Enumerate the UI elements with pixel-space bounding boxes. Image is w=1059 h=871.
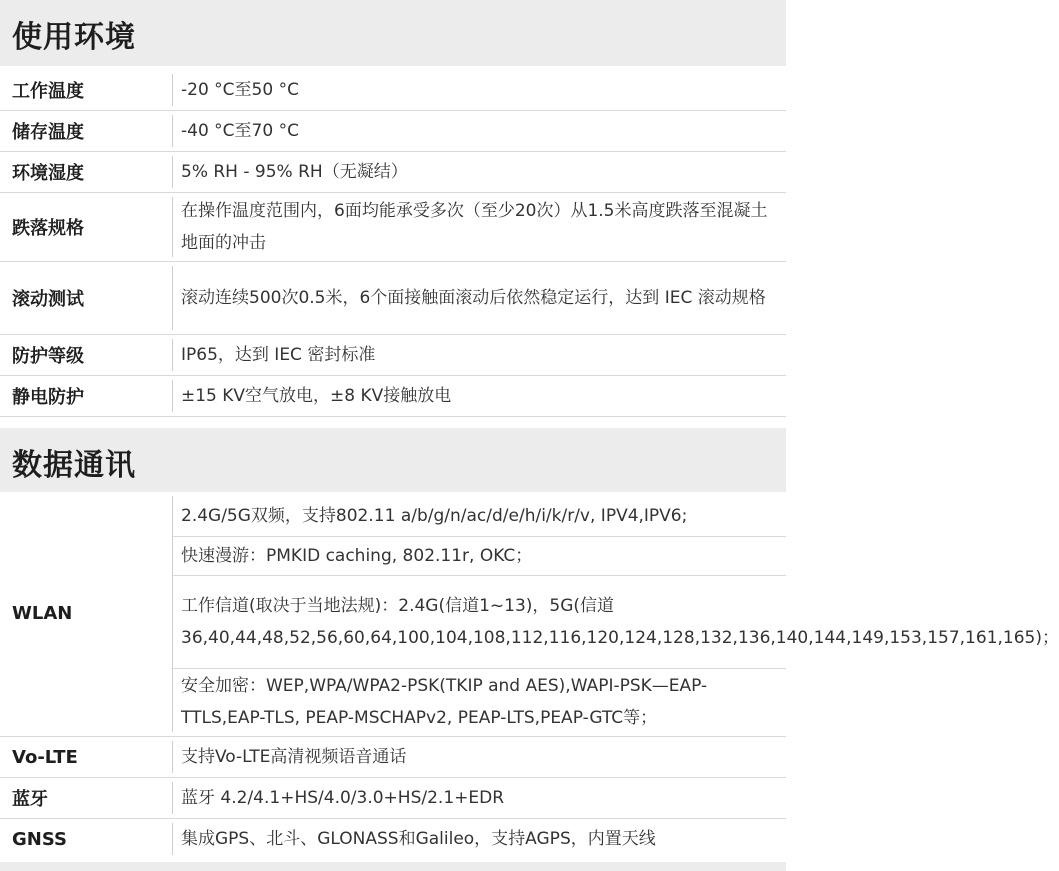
spec-value: 滚动连续500次0.5米，6个面接触面滚动后依然稳定运行，达到 IEC 滚动规格 [181,288,766,308]
spec-value: ±15 KV空气放电，±8 KV接触放电 [181,386,452,406]
spec-row-drop [0,193,786,262]
footer-bar [0,862,786,871]
column-divider [172,156,173,188]
wlan-item-band [173,496,786,537]
spec-row-operating-temp [0,70,786,111]
spec-value: 快速漫游：PMKID caching, 802.11r, OKC； [181,546,533,566]
spec-label: 防护等级 [12,346,84,367]
section-header-environment [0,0,786,66]
spec-value: 支持Vo-LTE高清视频语音通话 [181,747,407,767]
section-title: 数据通讯 [12,448,136,483]
column-divider [172,74,173,106]
spec-value: 集成GPS、北斗、GLONASS和Galileo，支持AGPS，内置天线 [181,829,656,849]
column-divider [172,823,173,855]
section-title: 使用环境 [12,20,136,55]
spec-value: 5% RH - 95% RH（无凝结） [181,162,408,182]
spec-value: 蓝牙 4.2/4.1+HS/4.0/3.0+HS/2.1+EDR [181,788,505,808]
column-divider [172,741,173,773]
spec-value: -20 °C至50 °C [181,80,299,100]
spec-label-wlan: WLAN [12,602,73,624]
spec-value: 2.4G/5G双频，支持802.11 a/b/g/n/ac/d/e/h/i/k/r/v, IPV4,IPV6; [181,506,688,526]
spec-value: IP65，达到 IEC 密封标准 [181,345,376,365]
section-header-data-comm [0,428,786,492]
wlan-item-roaming [173,537,786,576]
wlan-item-security [173,669,786,735]
spec-value: 工作信道(取决于当地法规)：2.4G(信道1~13)，5G(信道36,40,44,48,52,56,60,64,100,104,108,112,116,120,124,128,132,136,140,144,149,153,157,161,165)； [181,596,1059,648]
spec-value: 安全加密：WEP,WPA/WPA2-PSK(TKIP and AES),WAPI-PSK—EAP-TTLS,EAP-TLS, PEAP-MSCHAPv2, PEAP-LTS,PEAP-GTC等； [181,676,708,728]
spec-label: 环境湿度 [12,163,84,184]
column-divider [172,782,173,814]
spec-row-gnss [0,819,786,859]
column-divider [172,115,173,147]
spec-row-volte [0,737,786,778]
spec-label: Vo-LTE [12,746,78,768]
spec-label: 蓝牙 [12,789,48,810]
spec-row-storage-temp [0,111,786,152]
spec-label: GNSS [12,828,67,850]
spec-value: 在操作温度范围内，6面均能承受多次（至少20次）从1.5米高度跌落至混凝土地面的冲击 [181,201,768,253]
spec-label: 静电防护 [12,387,84,408]
spec-row-humidity [0,152,786,193]
column-divider [172,380,173,412]
column-divider [172,266,173,330]
spec-row-esd [0,376,786,417]
spec-label: 工作温度 [12,81,84,102]
spec-label: 跌落规格 [12,218,84,239]
column-divider [172,339,173,371]
spec-row-ip-rating [0,335,786,376]
wlan-item-channels [173,576,1059,669]
spec-label: 储存温度 [12,122,84,143]
spec-label: 滚动测试 [12,289,84,310]
spec-row-bluetooth [0,778,786,819]
column-divider [172,197,173,257]
spec-value: -40 °C至70 °C [181,121,299,141]
spec-row-tumble [0,262,786,335]
